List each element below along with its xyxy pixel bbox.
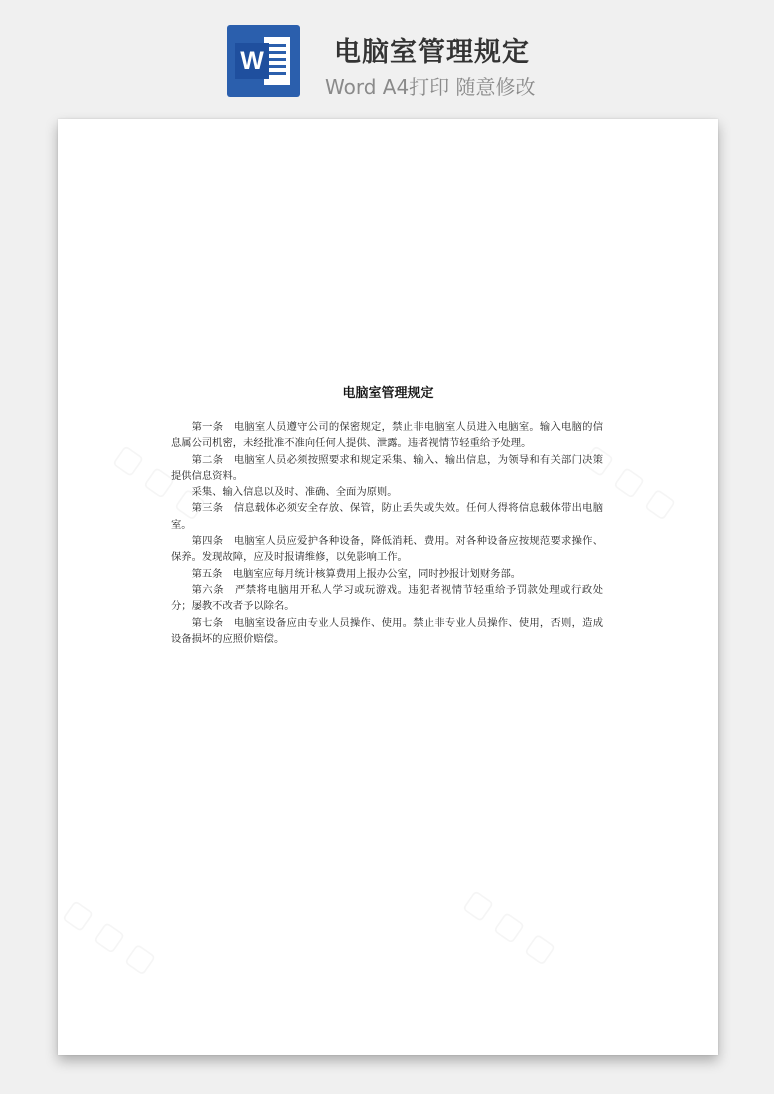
paragraph-article-7: 第七条 电脑室设备应由专业人员操作、使用。禁止非专业人员操作、使用，否则，造成设备损坏的应照价赔偿。 — [171, 616, 603, 645]
banner-subtitle: Word A4打印 随意修改 — [325, 75, 536, 99]
paragraph-article-6: 第六条 严禁将电脑用开私人学习或玩游戏。违犯者视情节轻重给予罚款处理或行政处分；屡教不改者予以除名。 — [171, 583, 603, 613]
banner-title: 电脑室管理规定 — [334, 37, 530, 68]
document-body — [171, 419, 603, 647]
paragraph-article-2: 第二条 电脑室人员必须按照要求和规定采集、输入、输出信息，为领导和有关部门决策提供信息资料。 — [171, 453, 603, 482]
paragraph-article-3: 第三条 信息载体必须安全存放、保管，防止丢失或失效。任何人得将信息载体带出电脑室。 — [171, 502, 603, 531]
document-page — [58, 119, 718, 1055]
watermark — [457, 882, 562, 970]
paragraph-article-4: 第四条 电脑室人员应爱护各种设备，降低消耗、费用。对各种设备应按规范要求操作、保养。发现故障，应及时报请维修，以免影响工作。 — [171, 535, 603, 564]
document-title: 电脑室管理规定 — [342, 386, 434, 401]
paragraph-article-1: 第一条 电脑室人员遵守公司的保密规定，禁止非电脑室人员进入电脑室。输入电脑的信息属公司机密，未经批准不准向任何人提供、泄露。违者视情节轻重给予处理。 — [171, 421, 603, 450]
paragraph-article-5: 第五条 电脑室应每月统计核算费用上报办公室，同时抄报计划财务部。 — [191, 567, 522, 580]
watermark — [58, 892, 163, 980]
paragraph-collection-principle: 采集、输入信息以及时、准确、全面为原则。 — [191, 486, 398, 499]
banner-header — [0, 0, 774, 118]
word-letter-logo: W — [235, 43, 269, 79]
word-document-icon — [227, 25, 300, 97]
